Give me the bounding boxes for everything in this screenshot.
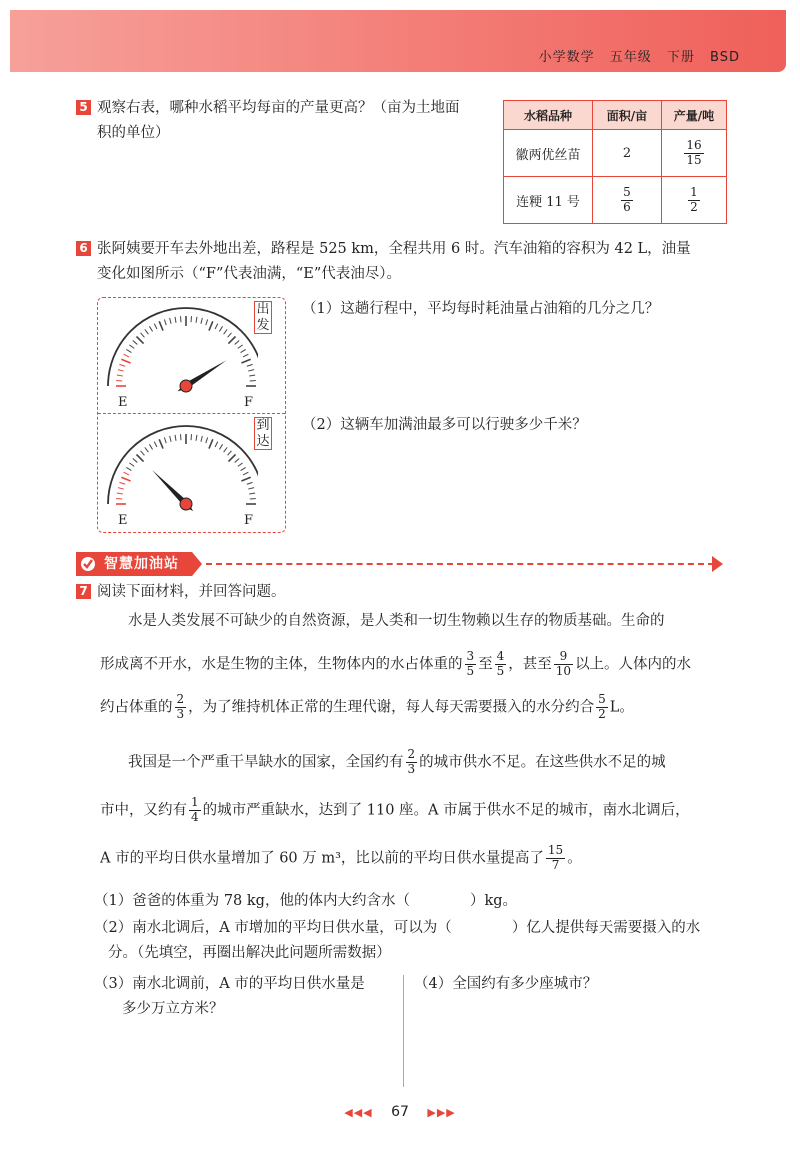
page-header-info: [539, 46, 740, 65]
gauge-e-label: E: [118, 395, 128, 410]
gauge-tick: [238, 345, 243, 349]
text: 多少万立方米？: [122, 1000, 224, 1017]
gauge-tick: [145, 329, 149, 334]
gauge-end-tag: 到达: [254, 417, 272, 450]
gauge-tick: [175, 317, 176, 323]
question-6: [76, 237, 736, 286]
question-7-part-1: [94, 889, 517, 914]
text: 的城市严重缺水，达到了 110 座。A 市属于供水不足的城市，南水北调后，: [202, 802, 690, 819]
gauge-f-label: F: [244, 395, 254, 410]
gauge-tick: [121, 359, 130, 363]
question-number: 6: [76, 241, 91, 256]
material-line: [100, 693, 730, 722]
text: ）亿人提供每天需要摄入的水: [511, 920, 701, 936]
gauge-tick: [228, 451, 232, 456]
gauge-tick: [209, 439, 213, 448]
gauge-tick: [235, 341, 240, 345]
gauge-tick: [206, 319, 208, 325]
subject-label: 小学数学: [538, 50, 595, 65]
denominator: 2: [598, 706, 606, 721]
question-5: [76, 96, 486, 145]
gauge-tick: [126, 467, 131, 470]
numerator: 5: [623, 184, 631, 199]
gauge-tick: [141, 333, 145, 338]
gauge-tick: [170, 318, 171, 324]
gauge-tick: [133, 341, 138, 345]
text: 至: [478, 656, 493, 673]
gauge-tick: [241, 349, 246, 352]
gauge-tick: [129, 463, 134, 467]
gauge-tick: [209, 321, 213, 330]
table-row: [504, 177, 727, 224]
gauge-tick: [164, 319, 166, 325]
gauge-tick: [119, 482, 125, 484]
gauge-tick: [124, 354, 129, 357]
gauge-tick: [241, 359, 250, 363]
gauge-hub: [180, 380, 192, 392]
table-cell: [662, 177, 727, 224]
numerator: 1: [191, 795, 199, 809]
gauge-e-label: E: [118, 513, 128, 528]
material-line: [100, 844, 730, 873]
section-title: 智慧加油站: [104, 556, 179, 572]
gauge-tick: [235, 459, 240, 463]
numerator: 3: [466, 649, 475, 663]
gauge-tick: [219, 326, 222, 331]
gauge-rim: [108, 426, 258, 504]
denominator: 3: [407, 761, 416, 776]
gauge-tick: [129, 345, 134, 349]
right-triangles-icon: ▶▶▶: [427, 1106, 456, 1119]
gauge-tick: [247, 482, 253, 484]
gauge-tick: [224, 447, 228, 452]
question-7-part-4: （4）全国约有多少座城市？: [414, 976, 598, 992]
text: ，为了维持机体正常的生理代谢，每人每天需要摄入的水分约合: [188, 699, 595, 716]
gauge-tick: [206, 437, 208, 443]
question-text: 阅读下面材料，并回答问题。: [97, 584, 286, 600]
gauge-tick: [238, 463, 243, 467]
numerator: 16: [686, 137, 702, 152]
question-text: 变化如图所示（“F”代表油满，“E”代表油尽）。: [97, 265, 402, 282]
text: （2）南水北调后，A 市增加的平均日供水量，可以为（: [94, 920, 452, 936]
gauge-divider: [98, 413, 285, 414]
table-cell: [593, 177, 662, 224]
gauge-tick: [159, 321, 163, 330]
page-footer: [0, 1104, 800, 1120]
left-triangles-icon: ◀◀◀: [344, 1106, 373, 1119]
gauge-tick: [248, 488, 254, 489]
table-cell: [662, 130, 727, 177]
question-7: [76, 580, 286, 605]
gauge-tick: [249, 493, 255, 494]
denominator: 6: [623, 199, 631, 214]
gauge-tick: [243, 472, 248, 475]
edition-label: BSD: [710, 50, 740, 65]
text: 我国是一个严重干旱缺水的国家，全国约有: [128, 754, 404, 771]
gauge-tick: [249, 375, 255, 376]
gauge-tick: [201, 436, 202, 442]
question-7-part-2: [94, 916, 734, 965]
gauge-tick: [124, 472, 129, 475]
numerator: 15: [547, 843, 564, 857]
page-number: 67: [391, 1104, 409, 1120]
text: A 市的平均日供水量增加了 60 万 m³，比以前的平均日供水量提高了: [100, 850, 544, 867]
text: L。: [609, 699, 634, 716]
section-divider: [206, 563, 714, 565]
column-separator: [403, 975, 404, 1087]
material-line: [100, 796, 730, 825]
numerator: 1: [690, 184, 698, 199]
question-number: 7: [76, 584, 91, 599]
text: 分。（先填空，再圈出解决此问题所需数据）: [108, 944, 391, 961]
gauge-tick: [145, 447, 149, 452]
material-line: 水是人类发展不可缺少的自然资源，是人类和一切生物赖以生存的物质基础。生命的: [128, 613, 665, 629]
gauge-tick: [149, 326, 152, 331]
gauge-f-label: F: [244, 513, 254, 528]
table-cell: 连粳 11 号: [504, 177, 593, 224]
denominator: 15: [686, 152, 702, 167]
denominator: 3: [176, 706, 185, 721]
table-header: 产量/吨: [662, 101, 727, 130]
gauge-tick: [228, 333, 232, 338]
gauge-tick: [154, 442, 157, 447]
gauge-tick: [117, 493, 123, 494]
gauge-tick: [159, 439, 163, 448]
gauge-tick: [126, 349, 131, 352]
gauge-tick: [196, 435, 197, 441]
gauge-tick: [243, 354, 248, 357]
denominator: 4: [191, 809, 199, 824]
gauge-tick: [224, 329, 228, 334]
question-text: 张阿姨要开车去外地出差，路程是 525 km，全程共用 6 时。汽车油箱的容积为 42 L，油量: [97, 241, 691, 257]
denominator: 2: [690, 199, 698, 214]
gauge-tick: [137, 455, 144, 462]
numerator: 5: [598, 692, 606, 706]
numerator: 4: [496, 649, 505, 663]
gauge-tick: [241, 477, 250, 481]
gauge-tick: [248, 370, 254, 371]
gauge-tick: [170, 436, 171, 442]
table-header: 水稻品种: [504, 101, 593, 130]
gauge-tick: [118, 370, 124, 371]
gauge-tick: [201, 318, 202, 324]
gauge-tick: [149, 444, 152, 449]
gauge-tick: [228, 455, 235, 462]
text: 以上。人体内的水: [575, 656, 692, 673]
material-line: [100, 650, 730, 679]
gauge-tick: [175, 435, 176, 441]
table-header: 面积/亩: [593, 101, 662, 130]
text: 。: [567, 850, 582, 867]
gauge-tick: [196, 317, 197, 323]
text: 形成离不开水，水是生物的主体，生物体内的水占体重的: [100, 656, 463, 673]
text: ）kg。: [469, 893, 518, 909]
gauge-tick: [164, 437, 166, 443]
numerator: 2: [176, 692, 185, 706]
gauge-rim: [108, 308, 258, 386]
numerator: 2: [407, 747, 416, 761]
text: （1）爸爸的体重为 78 kg，他的体内大约含水（: [94, 893, 410, 909]
gauge-tick: [154, 324, 157, 329]
gauge-tick: [219, 444, 222, 449]
gauge-tick: [215, 442, 218, 447]
gauge-tick: [141, 451, 145, 456]
volume-label: 下册: [666, 50, 695, 65]
text: （3）南水北调前，A 市的平均日供水量是: [94, 976, 365, 992]
gauge-tick: [133, 459, 138, 463]
table-cell: 2: [593, 130, 662, 177]
gauge-hub: [180, 498, 192, 510]
gauge-tick: [118, 488, 124, 489]
text: 市中，又约有: [100, 802, 187, 819]
question-6-part-2: （2）这辆车加满油最多可以行驶多少千米？: [302, 417, 587, 433]
denominator: 10: [555, 663, 572, 678]
gauge-tick: [215, 324, 218, 329]
text: 的城市供水不足。在这些供水不足的城: [419, 754, 666, 771]
question-text: 积的单位）: [97, 124, 170, 141]
text: ，甚至: [508, 656, 552, 673]
grade-label: 五年级: [609, 50, 652, 65]
text: 约占体重的: [100, 699, 173, 716]
denominator: 7: [551, 857, 560, 872]
fuel-gauge-end: [98, 416, 258, 528]
question-7-part-3: [94, 972, 365, 1021]
question-number: 5: [76, 100, 91, 115]
gauge-start-tag: 出发: [254, 301, 272, 334]
gauge-tick: [137, 337, 144, 344]
gauge-tick: [119, 364, 125, 366]
rice-table: [503, 100, 727, 224]
gauge-tick: [247, 364, 253, 366]
question-6-part-1: （1）这趟行程中，平均每时耗油量占油箱的几分之几？: [302, 301, 660, 317]
numerator: 9: [554, 650, 573, 665]
fuel-gauges: [97, 297, 286, 533]
material-line: [100, 748, 730, 777]
gauge-tick: [228, 337, 235, 344]
question-text: 观察右表，哪种水稻平均每亩的产量更高？（亩为土地面: [97, 100, 460, 116]
table-cell: 徽两优丝苗: [504, 130, 593, 177]
gauge-tick: [241, 467, 246, 470]
section-arrow-icon: [712, 556, 723, 572]
gauge-tick: [121, 477, 130, 481]
table-row: [504, 130, 727, 177]
denominator: 5: [466, 663, 475, 678]
gauge-tick: [117, 375, 123, 376]
fuel-gauge-start: [98, 298, 258, 410]
denominator: 5: [496, 663, 505, 678]
